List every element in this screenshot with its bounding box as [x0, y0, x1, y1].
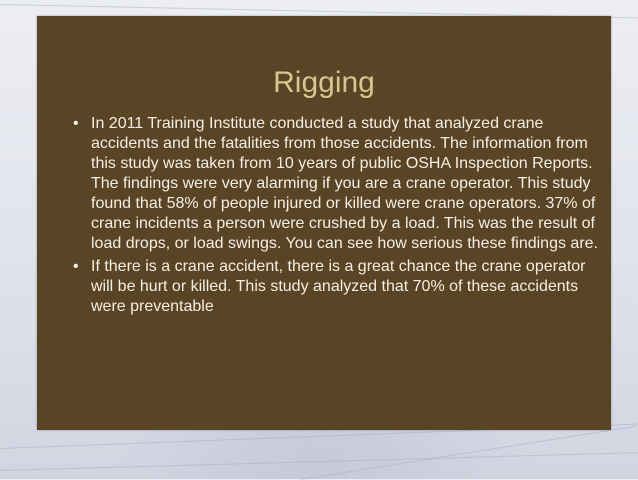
slide-title: Rigging: [273, 66, 375, 99]
slide-panel: [37, 16, 611, 430]
bullet-text: If there is a crane accident, there is a great chance the crane operator will be hurt or killed. This study analyzed that 70% of these accidents were preventable: [91, 258, 586, 315]
bullet-item: [71, 114, 603, 254]
bullet-item: [71, 257, 603, 317]
bullet-list: [71, 114, 603, 320]
background-line: [0, 452, 638, 471]
bullet-marker: •: [73, 258, 79, 275]
bullet-marker: •: [73, 115, 79, 132]
bullet-text: In 2011 Training Institute conducted a study that analyzed crane accidents and the fatalities from those accidents. The information from this study was taken from 10 years of public OSHA Inspection Reports. The findings were very alarming if you are a crane operator. This study found that 58% of people injured or killed were crane operators. 37% of crane incidents a person were crushed by a load. This was the result of load drops, or load swings. You can see how serious these findings are.: [91, 115, 598, 252]
